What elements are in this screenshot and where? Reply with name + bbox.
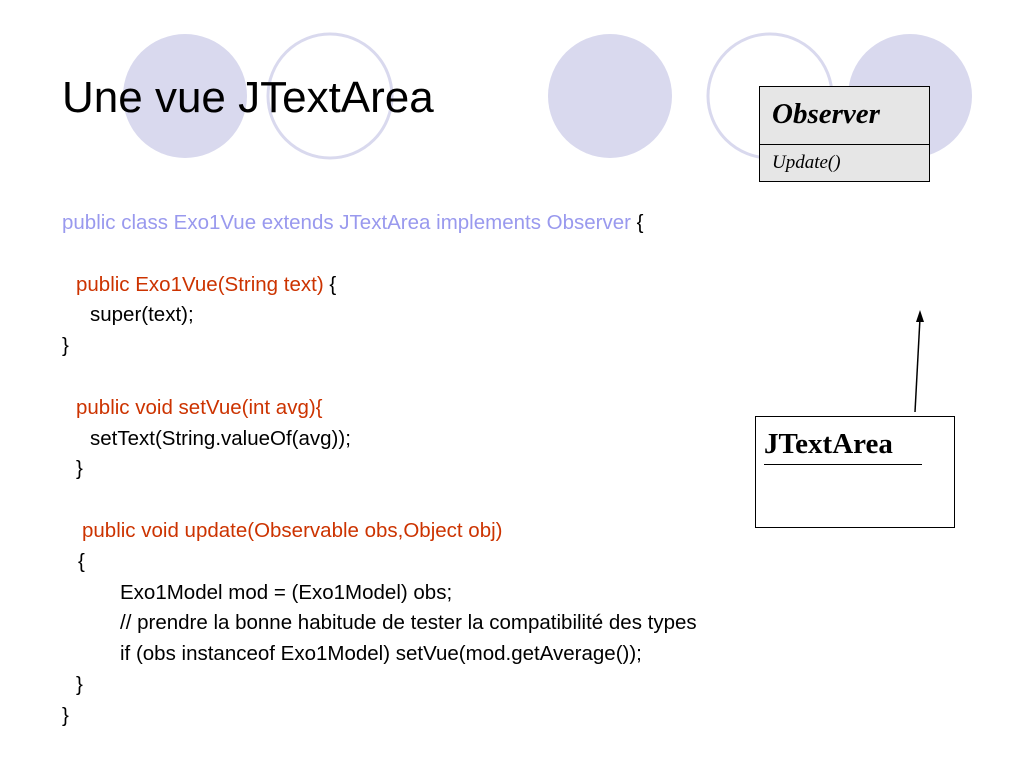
setvue-signature: public void setVue(int avg){ bbox=[76, 395, 323, 419]
constructor-signature: public Exo1Vue(String text) bbox=[76, 272, 324, 296]
code-line bbox=[62, 270, 697, 301]
code-line bbox=[62, 608, 697, 639]
update-line-comment: // prendre la bonne habitude de tester la compatibilité des types bbox=[120, 611, 697, 635]
code-line bbox=[62, 424, 697, 455]
code-line bbox=[62, 331, 697, 362]
constructor-close-brace: } bbox=[62, 334, 69, 358]
code-line bbox=[62, 701, 697, 732]
code-blank-line bbox=[62, 362, 697, 393]
code-line bbox=[62, 547, 697, 578]
code-blank-line bbox=[62, 239, 697, 270]
class-declaration: public class Exo1Vue extends JTextArea implements Observer bbox=[62, 211, 631, 234]
code-line bbox=[62, 670, 697, 701]
uml-observer-name: Observer bbox=[760, 87, 929, 145]
update-open-brace: { bbox=[78, 549, 85, 573]
uml-jtextarea-name: JTextArea bbox=[764, 417, 922, 465]
update-line-cast: Exo1Model mod = (Exo1Model) obs; bbox=[120, 580, 453, 604]
code-line bbox=[62, 578, 697, 609]
class-open-brace: { bbox=[630, 211, 644, 234]
code-line bbox=[62, 393, 697, 424]
code-line bbox=[62, 300, 697, 331]
update-line-if: if (obs instanceof Exo1Model) setVue(mod.getAverage()); bbox=[120, 642, 642, 666]
update-signature: public void update(Observable obs,Object obj) bbox=[82, 518, 503, 542]
code-line bbox=[62, 516, 697, 547]
update-close-brace: } bbox=[76, 672, 83, 696]
uml-observer-operation: Update() bbox=[772, 152, 841, 173]
code-block bbox=[62, 208, 697, 732]
setvue-body: setText(String.valueOf(avg)); bbox=[90, 426, 351, 450]
constructor-body: super(text); bbox=[90, 303, 194, 327]
code-line bbox=[62, 208, 697, 239]
arrow-head-icon bbox=[916, 310, 924, 322]
class-close-brace: } bbox=[62, 703, 69, 727]
code-line bbox=[62, 454, 697, 485]
code-line bbox=[62, 639, 697, 670]
uml-jtextarea-class bbox=[755, 416, 955, 528]
constructor-open-brace: { bbox=[323, 272, 337, 296]
code-blank-line bbox=[62, 485, 697, 516]
arrow-shaft bbox=[915, 318, 920, 412]
setvue-close-brace: } bbox=[76, 457, 83, 481]
slide-title: Une vue JTextArea bbox=[62, 73, 434, 122]
